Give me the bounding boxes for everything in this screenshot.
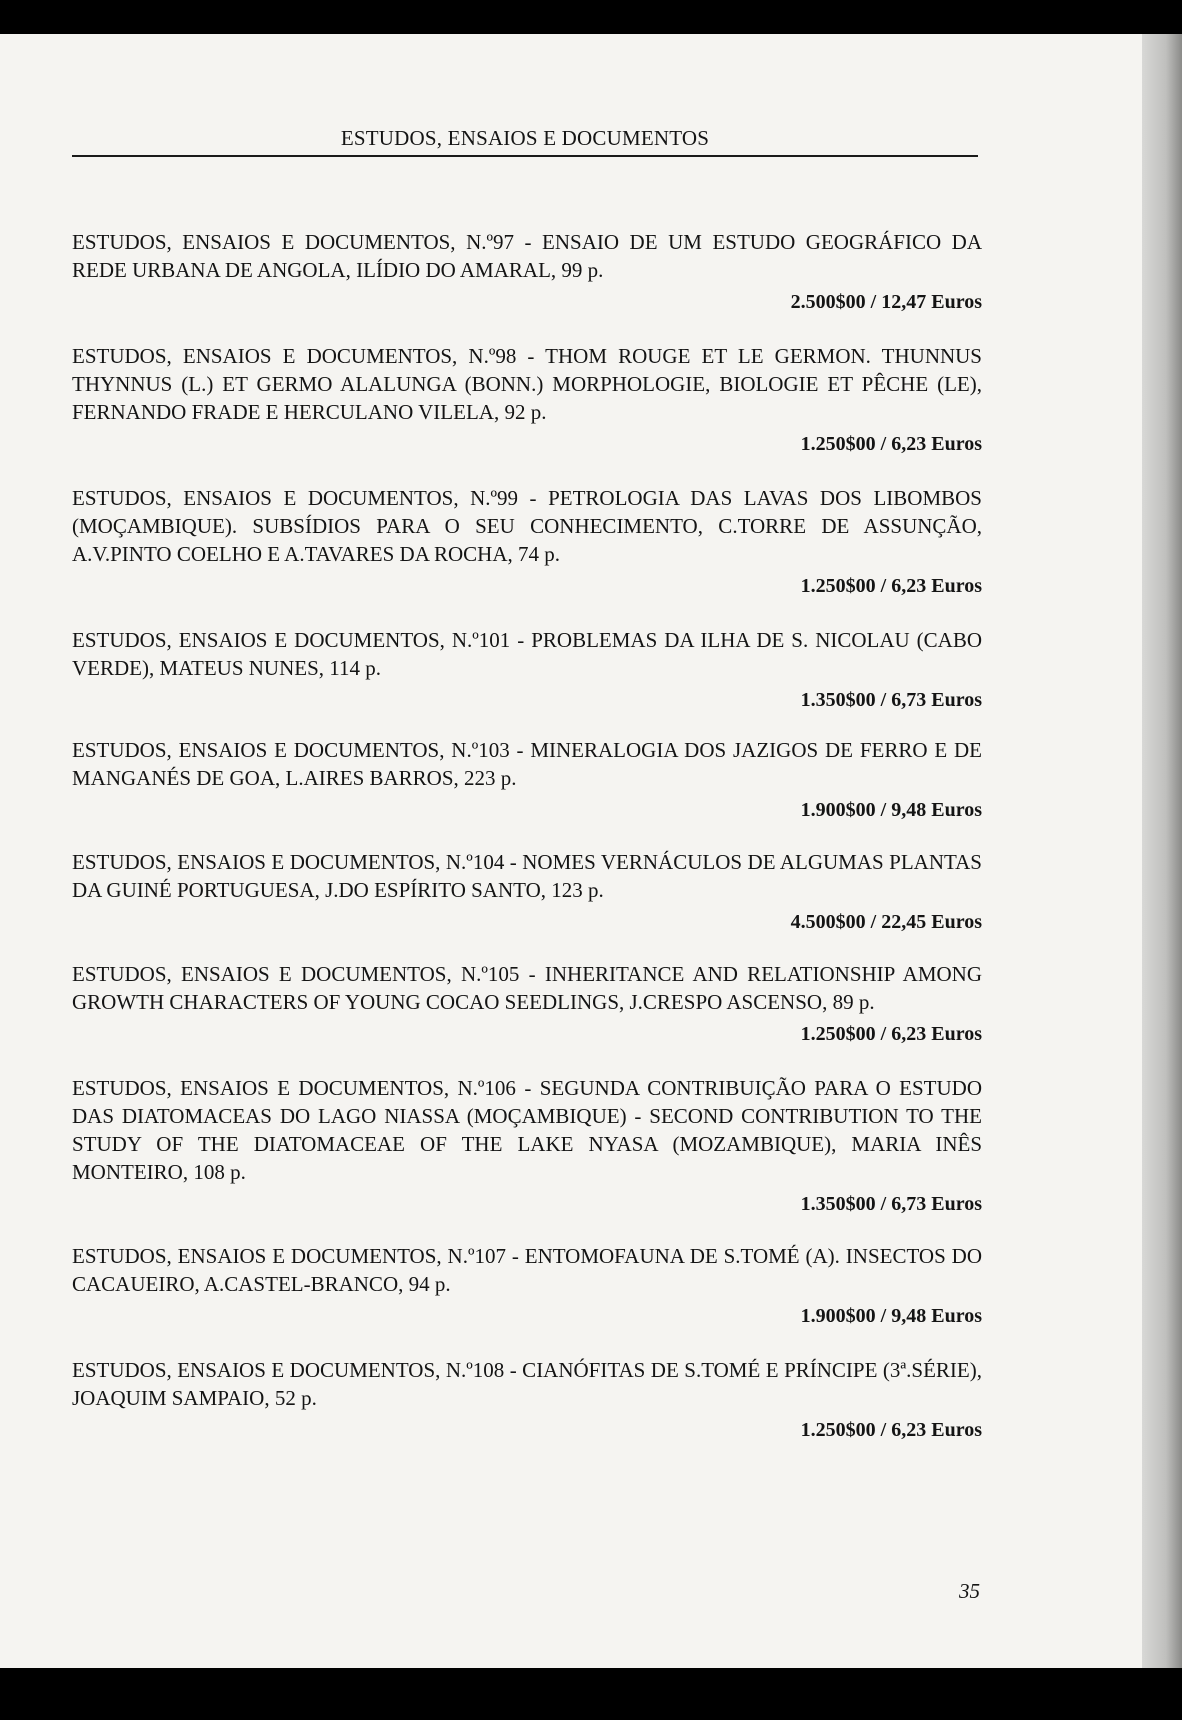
entry-price: 1.250$00 / 6,23 Euros <box>800 575 982 597</box>
entry-description: ESTUDOS, ENSAIOS E DOCUMENTOS, N.º107 - ENTOMOFAUNA DE S.TOMÉ (A). INSECTOS DO CACAUEIRO, A.CASTEL-BRANCO, 94 p. <box>72 1244 982 1296</box>
header-rule <box>72 155 978 157</box>
entry-description: ESTUDOS, ENSAIOS E DOCUMENTOS, N.º101 - PROBLEMAS DA ILHA DE S. NICOLAU (CABO VERDE), MATEUS NUNES, 114 p. <box>72 628 982 680</box>
entry-price: 1.250$00 / 6,23 Euros <box>800 433 982 455</box>
entry-description: ESTUDOS, ENSAIOS E DOCUMENTOS, N.º103 - MINERALOGIA DOS JAZIGOS DE FERRO E DE MANGANÉS DE GOA, L.AIRES BARROS, 223 p. <box>72 738 982 790</box>
page-number: 35 <box>959 1579 980 1603</box>
entry-price: 1.900$00 / 9,48 Euros <box>800 799 982 821</box>
running-header: ESTUDOS, ENSAIOS E DOCUMENTOS <box>340 126 710 150</box>
entry-price: 1.900$00 / 9,48 Euros <box>800 1305 982 1327</box>
catalog-entry <box>72 626 982 714</box>
entry-description: ESTUDOS, ENSAIOS E DOCUMENTOS, N.º99 - PETROLOGIA DAS LAVAS DOS LIBOMBOS (MOÇAMBIQUE). SUBSÍDIOS PARA O SEU CONHECIMENTO, C.TORRE DE ASSUNÇÃO, A.V.PINTO COELHO E A.TAVARES DA ROCHA, 74 p. <box>72 486 982 566</box>
entry-price: 4.500$00 / 22,45 Euros <box>790 911 982 933</box>
entry-description: ESTUDOS, ENSAIOS E DOCUMENTOS, N.º106 - SEGUNDA CONTRIBUIÇÃO PARA O ESTUDO DAS DIATOMACEAS DO LAGO NIASSA (MOÇAMBIQUE) - SECOND CONTRIBUTION TO THE STUDY OF THE DIATOMACEAE OF THE LAKE NYASA (MOZAMBIQUE), MARIA INÊS MONTEIRO, 108 p. <box>72 1076 982 1184</box>
catalog-entry <box>72 960 982 1048</box>
catalog-entry <box>72 342 982 458</box>
catalog-page <box>0 34 1142 1668</box>
catalog-entry <box>72 1242 982 1330</box>
entry-price: 1.350$00 / 6,73 Euros <box>800 1193 982 1215</box>
catalog-entry <box>72 1074 982 1218</box>
entry-description: ESTUDOS, ENSAIOS E DOCUMENTOS, N.º105 - INHERITANCE AND RELATIONSHIP AMONG GROWTH CHARACTERS OF YOUNG COCAO SEEDLINGS, J.CRESPO ASCENSO, 89 p. <box>72 962 982 1014</box>
entry-price: 2.500$00 / 12,47 Euros <box>790 291 982 313</box>
entry-description: ESTUDOS, ENSAIOS E DOCUMENTOS, N.º98 - THOM ROUGE ET LE GERMON. THUNNUS THYNNUS (L.) ET GERMO ALALUNGA (BONN.) MORPHOLOGIE, BIOLOGIE ET PÊCHE (LE), FERNANDO FRADE E HERCULANO VILELA, 92 p. <box>72 344 982 424</box>
entry-price: 1.250$00 / 6,23 Euros <box>800 1419 982 1441</box>
page-edge <box>1142 34 1182 1668</box>
catalog-entry <box>72 1356 982 1444</box>
catalog-entry <box>72 484 982 600</box>
catalog-entry <box>72 736 982 824</box>
entry-price: 1.250$00 / 6,23 Euros <box>800 1023 982 1045</box>
entry-description: ESTUDOS, ENSAIOS E DOCUMENTOS, N.º104 - NOMES VERNÁCULOS DE ALGUMAS PLANTAS DA GUINÉ PORTUGUESA, J.DO ESPÍRITO SANTO, 123 p. <box>72 850 982 902</box>
catalog-entry <box>72 848 982 936</box>
entry-description: ESTUDOS, ENSAIOS E DOCUMENTOS, N.º108 - CIANÓFITAS DE S.TOMÉ E PRÍNCIPE (3ª.SÉRIE), JOAQUIM SAMPAIO, 52 p. <box>72 1358 982 1410</box>
catalog-entry <box>72 228 982 316</box>
entry-description: ESTUDOS, ENSAIOS E DOCUMENTOS, N.º97 - ENSAIO DE UM ESTUDO GEOGRÁFICO DA REDE URBANA DE ANGOLA, ILÍDIO DO AMARAL, 99 p. <box>72 230 982 282</box>
entry-price: 1.350$00 / 6,73 Euros <box>800 689 982 711</box>
catalog-entry-list <box>72 214 982 1444</box>
